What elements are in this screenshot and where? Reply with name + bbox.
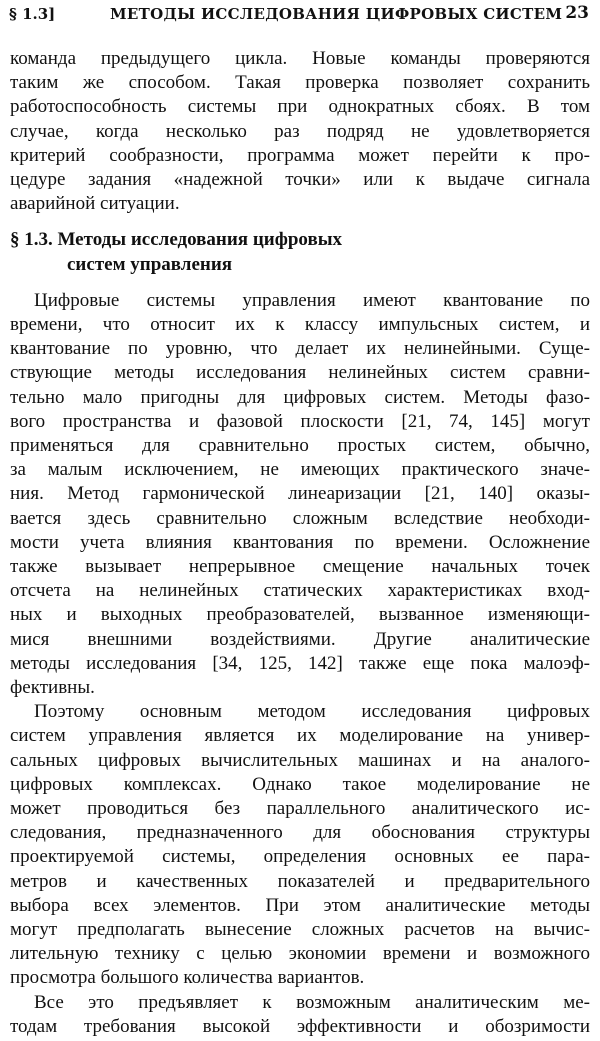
text-line: отсчета на нелинейных статических характеристиках вход- [10, 580, 590, 601]
text-line: за малым исключением, не имеющих практического значе- [10, 459, 590, 480]
running-head [0, 0, 600, 34]
text-line: метров и качественных показателей и предварительного [10, 871, 590, 892]
section-heading: систем управления [67, 254, 233, 275]
text-line: ния. Метод гармонической линеаризации [21, 140] оказы- [10, 483, 590, 504]
text-line: следования, предназначенного для обоснования структуры [10, 822, 590, 843]
text-line: тодам требования высокой эффективности и обозримости [10, 1016, 590, 1037]
text-line: сальных цифровых вычислительных машинах и на аналого- [10, 750, 590, 771]
section-heading: § 1.3. Методы исследования цифровых [10, 229, 343, 250]
text-line: цедуре задания «надежной точки» или к выдаче сигнала [10, 169, 590, 190]
text-line: Цифровые системы управления имеют квантование по [34, 290, 590, 311]
text-line: выбора всех элементов. При этом аналитические методы [10, 895, 590, 916]
text-line: вого пространства и фазовой плоскости [21, 74, 145] могут [10, 411, 590, 432]
text-line: команда предыдущего цикла. Новые команды проверяются [10, 48, 590, 69]
text-line: тельно мало пригодны для цифровых систем. Методы фазо- [10, 387, 590, 408]
text-line: проектируемой системы, определения основных ее пара- [10, 846, 590, 867]
text-line: ных и выходных преобразователей, вызванное изменяющи- [10, 604, 590, 625]
text-line: применяться для сравнительно простых систем, обычно, [10, 435, 590, 456]
text-line: цифровых комплексах. Однако такое моделирование не [10, 774, 590, 795]
text-line: случае, когда несколько раз подряд не удовлетворяется [10, 121, 590, 142]
text-line: ствующие методы исследования нелинейных систем сравни- [10, 362, 590, 383]
text-line: систем управления является их моделирование на универ- [10, 725, 590, 746]
text-line: также вызывает непрерывное смещение начальных точек [10, 556, 590, 577]
page-number: 23 [565, 3, 589, 23]
running-head-title: МЕТОДЫ ИССЛЕДОВАНИЯ ЦИФРОВЫХ СИСТЕМ [110, 5, 563, 23]
text-line: аварийной ситуации. [10, 193, 180, 214]
running-head-section: § 1.3] [9, 5, 56, 23]
text-line: фективны. [10, 677, 95, 698]
text-line: квантование по уровню, что делает их нелинейными. Суще- [10, 338, 590, 359]
text-line: лительную технику с целью экономии времени и возможного [10, 943, 590, 964]
text-line: методы исследования [34, 125, 142] также еще пока малоэф- [10, 653, 590, 674]
text-line: Поэтому основным методом исследования цифровых [34, 701, 590, 722]
text-line: мости учета влияния квантования по времени. Осложнение [10, 532, 590, 553]
text-line: времени, что относит их к классу импульсных систем, и [10, 314, 590, 335]
text-line: могут предполагать вынесение сложных расчетов на вычис- [10, 919, 590, 940]
text-line: может проводиться без параллельного аналитического ис- [10, 798, 590, 819]
text-line: мися внешними воздействиями. Другие аналитические [10, 629, 590, 650]
text-line: критерий сообразности, программа может перейти к про- [10, 145, 590, 166]
text-line: вается здесь сравнительно сложным вследствие необходи- [10, 508, 590, 529]
text-line: работоспособность системы при однократных сбоях. В том [10, 96, 590, 117]
text-line: просмотра большого количества вариантов. [10, 967, 365, 988]
text-line: таким же способом. Такая проверка позволяет сохранить [10, 72, 590, 93]
text-line: Все это предъявляет к возможным аналитическим ме- [34, 992, 590, 1013]
